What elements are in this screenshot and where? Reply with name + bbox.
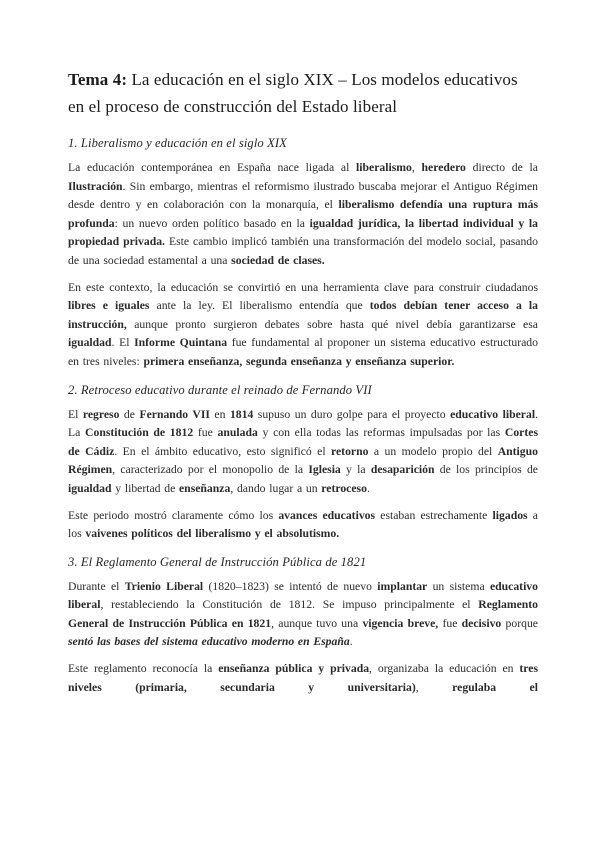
paragraph-5 bbox=[68, 578, 538, 652]
text-run: , caracterizado por el monopolio de la bbox=[112, 463, 309, 477]
text-run: . En el ámbito educativo, esto significó el bbox=[114, 444, 332, 458]
text-run: y la bbox=[340, 463, 371, 477]
text-run: 1. Liberalismo y educación en el siglo XIX bbox=[68, 136, 287, 150]
text-run: un sistema bbox=[427, 579, 490, 593]
text-run: supuso un duro golpe para el proyecto bbox=[253, 407, 451, 421]
section-heading-3 bbox=[68, 553, 538, 571]
paragraph-2 bbox=[68, 279, 538, 372]
text-run: igualdad jurídica, la libertad individual y la propiedad privada. bbox=[68, 216, 538, 249]
paragraph-1 bbox=[68, 159, 538, 271]
text-run: Informe Quintana bbox=[134, 336, 228, 350]
paragraph-6 bbox=[68, 660, 538, 697]
text-run: La educación contemporánea en España nace ligada al bbox=[68, 161, 357, 174]
text-run: primera enseñanza, segunda enseñanza y enseñanza superior. bbox=[143, 354, 455, 368]
text-run: retorno bbox=[331, 444, 369, 458]
text-run: En este contexto, la educación se convirtió en una herramienta clave para construir ciudadanos bbox=[68, 280, 538, 294]
text-run: Durante el bbox=[68, 579, 125, 593]
text-run: en bbox=[209, 407, 230, 421]
text-run: directo de la bbox=[465, 161, 538, 174]
document-title bbox=[68, 66, 538, 120]
text-run: vigencia breve, bbox=[362, 616, 439, 630]
text-run: ante la ley. El liberalismo entendía que bbox=[149, 299, 370, 313]
text-run: Este periodo mostró claramente cómo los bbox=[68, 508, 279, 522]
text-run: Fernando VII bbox=[139, 407, 210, 421]
text-run: , dando lugar a un bbox=[230, 481, 322, 495]
text-run: fue fundamental al proponer un sistema educativo estructurado en tres niveles: bbox=[68, 336, 538, 368]
text-run: desaparición bbox=[370, 463, 435, 477]
text-run: , aunque tuvo una bbox=[271, 616, 363, 630]
text-run: regreso bbox=[82, 407, 120, 421]
text-run: regulaba el bbox=[452, 680, 538, 694]
text-run: , restableciendo la Constitución de 1812. Se impuso principalmente el bbox=[100, 598, 479, 612]
text-run: Constitución de 1812 bbox=[85, 426, 194, 440]
paragraph-3 bbox=[68, 406, 538, 499]
text-run: educativo liberal bbox=[68, 579, 538, 612]
text-run: (1820–1823) se intentó de nuevo bbox=[203, 579, 378, 593]
text-run: de los principios de bbox=[434, 463, 538, 477]
text-run: . El bbox=[111, 336, 135, 350]
text-run: , organizaba la educación en bbox=[369, 662, 520, 676]
text-run: . La bbox=[68, 407, 539, 440]
text-run: 3. El Reglamento General de Instrucción Pública de 1821 bbox=[68, 554, 367, 569]
text-run: vaivenes políticos del liberalismo y el absolutismo. bbox=[85, 527, 340, 541]
text-run: anulada bbox=[217, 426, 258, 440]
text-run: El bbox=[68, 407, 83, 421]
text-run: porque bbox=[501, 616, 538, 630]
text-run: , bbox=[415, 680, 453, 694]
text-run: heredero bbox=[421, 161, 466, 174]
text-run: , bbox=[411, 161, 422, 174]
text-run: . Sin embargo, mientras el reformismo ilustrado buscaba mejorar el Antiguo Régimen desde dentro y en colaboración con la monarquía, el bbox=[68, 179, 538, 212]
text-run: educativo liberal bbox=[450, 407, 536, 421]
text-run: tres niveles (primaria, secundaria y universitaria) bbox=[68, 662, 539, 694]
text-run: estaban estrechamente bbox=[375, 508, 493, 522]
text-run: de bbox=[119, 407, 140, 421]
text-run: fue bbox=[438, 616, 462, 630]
text-run: Este reglamento reconocía la bbox=[68, 662, 219, 676]
text-run: liberalismo bbox=[356, 161, 412, 174]
paragraph-4 bbox=[68, 507, 538, 544]
text-run: enseñanza bbox=[179, 481, 231, 495]
text-run: . bbox=[349, 635, 353, 649]
section-heading-1 bbox=[68, 134, 538, 152]
text-run: Cortes de Cádiz bbox=[68, 426, 538, 458]
text-run: aunque pronto surgieron debates sobre hasta qué nivel debía garantizarse esa bbox=[126, 317, 538, 331]
text-run: fue bbox=[193, 426, 218, 440]
text-run: Iglesia bbox=[308, 463, 341, 477]
text-run: libres e iguales bbox=[68, 299, 150, 313]
text-run: 2. Retroceso educativo durante el reinado de Fernando VII bbox=[68, 382, 372, 397]
text-run: : un nuevo orden político basado en la bbox=[114, 216, 310, 230]
text-run: y con ella todas las reformas impulsadas por las bbox=[257, 426, 505, 440]
text-run: todos debían tener acceso a la instrucción, bbox=[68, 299, 538, 331]
text-run: a los bbox=[68, 508, 538, 541]
text-run: Trienio Liberal bbox=[124, 579, 204, 593]
text-run: igualdad bbox=[68, 481, 112, 495]
text-run: . bbox=[366, 481, 370, 495]
text-run: avances educativos bbox=[278, 508, 376, 522]
text-run: sociedad de clases. bbox=[231, 253, 325, 267]
text-run: y libertad de bbox=[111, 481, 179, 495]
text-run: Reglamento General de Instrucción Pública en 1821 bbox=[68, 598, 538, 630]
text-run: liberalismo defendía una ruptura más profunda bbox=[68, 198, 538, 230]
section-heading-2 bbox=[68, 381, 538, 399]
text-run: Antiguo Régimen bbox=[68, 444, 538, 477]
text-run: Este cambio implicó también una transformación del modelo social, pasando de una sociedad estamental a una bbox=[68, 235, 538, 267]
text-run: Ilustración bbox=[68, 179, 123, 193]
text-run: Tema 4: bbox=[68, 70, 132, 89]
text-run: enseñanza pública y privada bbox=[218, 662, 370, 676]
text-run: implantar bbox=[377, 579, 428, 593]
text-run: igualdad bbox=[68, 336, 112, 350]
text-run: a un modelo propio del bbox=[368, 444, 498, 458]
text-run: La educación en el siglo XIX – Los modelos educativos en el proceso de construcción del Estado liberal bbox=[68, 70, 518, 116]
text-run: retroceso bbox=[321, 481, 367, 495]
text-run: sentó las bases del sistema educativo moderno en España bbox=[68, 635, 350, 649]
text-run: 1814 bbox=[229, 407, 254, 421]
text-run: ligados bbox=[492, 508, 528, 522]
text-run: decisivo bbox=[461, 616, 502, 630]
